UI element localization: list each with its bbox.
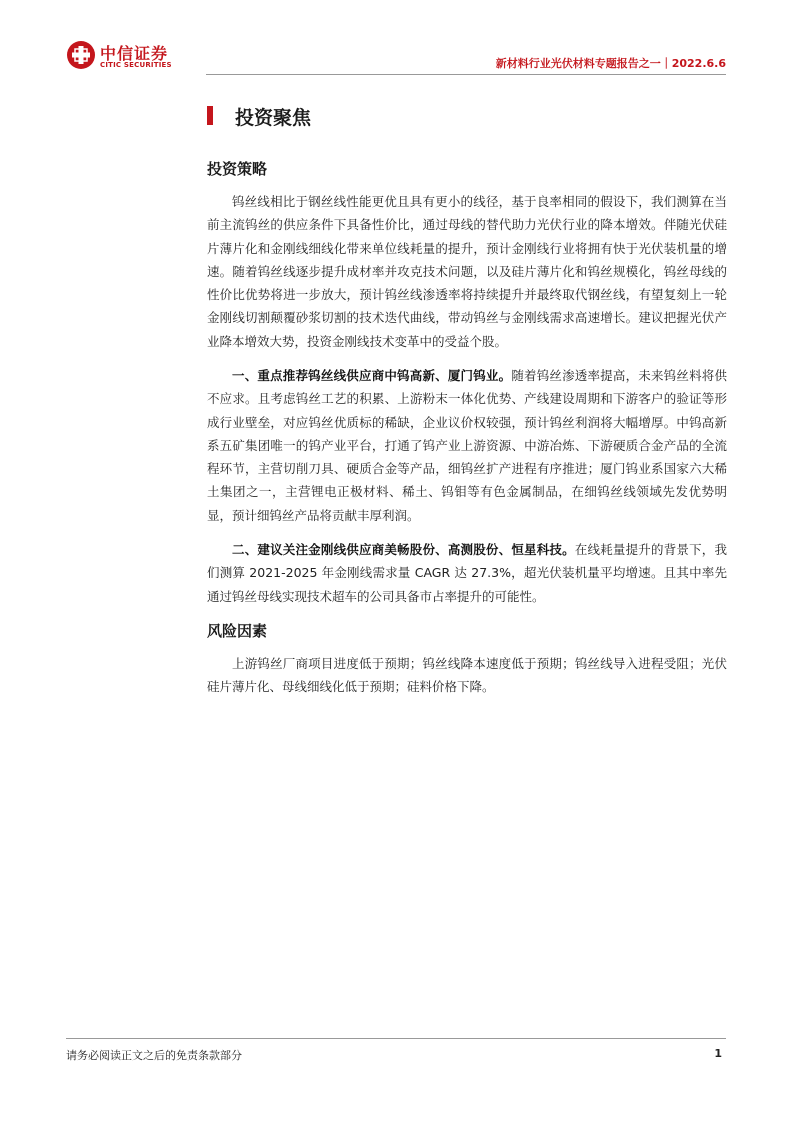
recommendation-paragraph-1 bbox=[207, 364, 727, 527]
header-divider bbox=[206, 74, 726, 75]
logo-english-name: CITIC SECURITIES bbox=[100, 61, 172, 69]
page-number: 1 bbox=[714, 1047, 722, 1060]
section-title-text: 投资聚焦 bbox=[235, 107, 312, 129]
recommendation-1-lead: 一、重点推荐钨丝线供应商中钨高新、厦门钨业。 bbox=[232, 368, 512, 383]
section-marker bbox=[207, 106, 213, 125]
strategy-paragraph: 钨丝线相比于钢丝线性能更优且具有更小的线径，基于良率相同的假设下，我们测算在当前主流钨丝的供应条件下具备性价比，通过母线的替代助力光伏行业的降本增效。伴随光伏硅片薄片化和金刚线细线化带来单位线耗量的提升，预计金刚线行业将拥有快于光伏装机量的增速。随着钨丝线逐步提升成材率并攻克技术问题，以及硅片薄片化和钨丝规模化，钨丝母线的性价比优势将进一步放大，预计钨丝线渗透率将持续提升并最终取代钢丝线，有望复刻上一轮金刚线切割颠覆砂浆切割的技术迭代曲线，带动钨丝与金刚线需求高速增长。建议把握光伏产业降本增效大势，投资金刚线技术变革中的受益个股。 bbox=[207, 194, 727, 349]
recommendation-2-lead: 二、建议关注金刚线供应商美畅股份、高测股份、恒星科技。 bbox=[232, 542, 575, 557]
logo-chinese-name: 中信证券 bbox=[100, 44, 169, 63]
disclaimer-note: 请务必阅读正文之后的免责条款部分 bbox=[66, 1049, 242, 1062]
citic-logo-icon bbox=[66, 40, 96, 70]
recommendation-paragraph-2 bbox=[207, 538, 727, 608]
risk-heading: 风险因素 bbox=[207, 622, 268, 640]
recommendation-1-body: 随着钨丝渗透率提高，未来钨丝料将供不应求。且考虑钨丝工艺的积累、上游粉末一体化优势、产线建设周期和下游客户的验证等形成行业壁垒，对应钨丝优质标的稀缺，企业议价权较强，预计钨丝利润将大幅增厚。中钨高新系五矿集团唯一的钨产业平台，打通了钨产业上游资源、中游冶炼、下游硬质合金产品的全流程环节，主营切削刀具、硬质合金等产品，细钨丝扩产进程有序推进；厦门钨业系国家六大稀土集团之一，主营锂电正极材料、稀土、钨钼等有色金属制品，在细钨丝线领域先发优势明显，预计细钨丝产品将贡献丰厚利润。 bbox=[207, 368, 727, 523]
risk-paragraph: 上游钨丝厂商项目进度低于预期；钨丝线降本速度低于预期；钨丝线导入进程受阻；光伏硅片薄片化、母线细线化低于预期；硅料价格下降。 bbox=[207, 656, 727, 695]
report-title: 新材料行业光伏材料专题报告之一｜2022.6.6 bbox=[495, 57, 726, 70]
strategy-heading: 投资策略 bbox=[207, 160, 268, 178]
company-logo bbox=[66, 40, 176, 74]
footer-divider bbox=[66, 1038, 726, 1039]
recommendation-2-body: 在线耗量提升的背景下，我们测算 2021-2025 年金刚线需求量 CAGR 达 27.3%，超光伏装机量平均增速。且其中率先通过钨丝母线实现技术超车的公司具备市占率提升的可能性。 bbox=[207, 542, 727, 604]
